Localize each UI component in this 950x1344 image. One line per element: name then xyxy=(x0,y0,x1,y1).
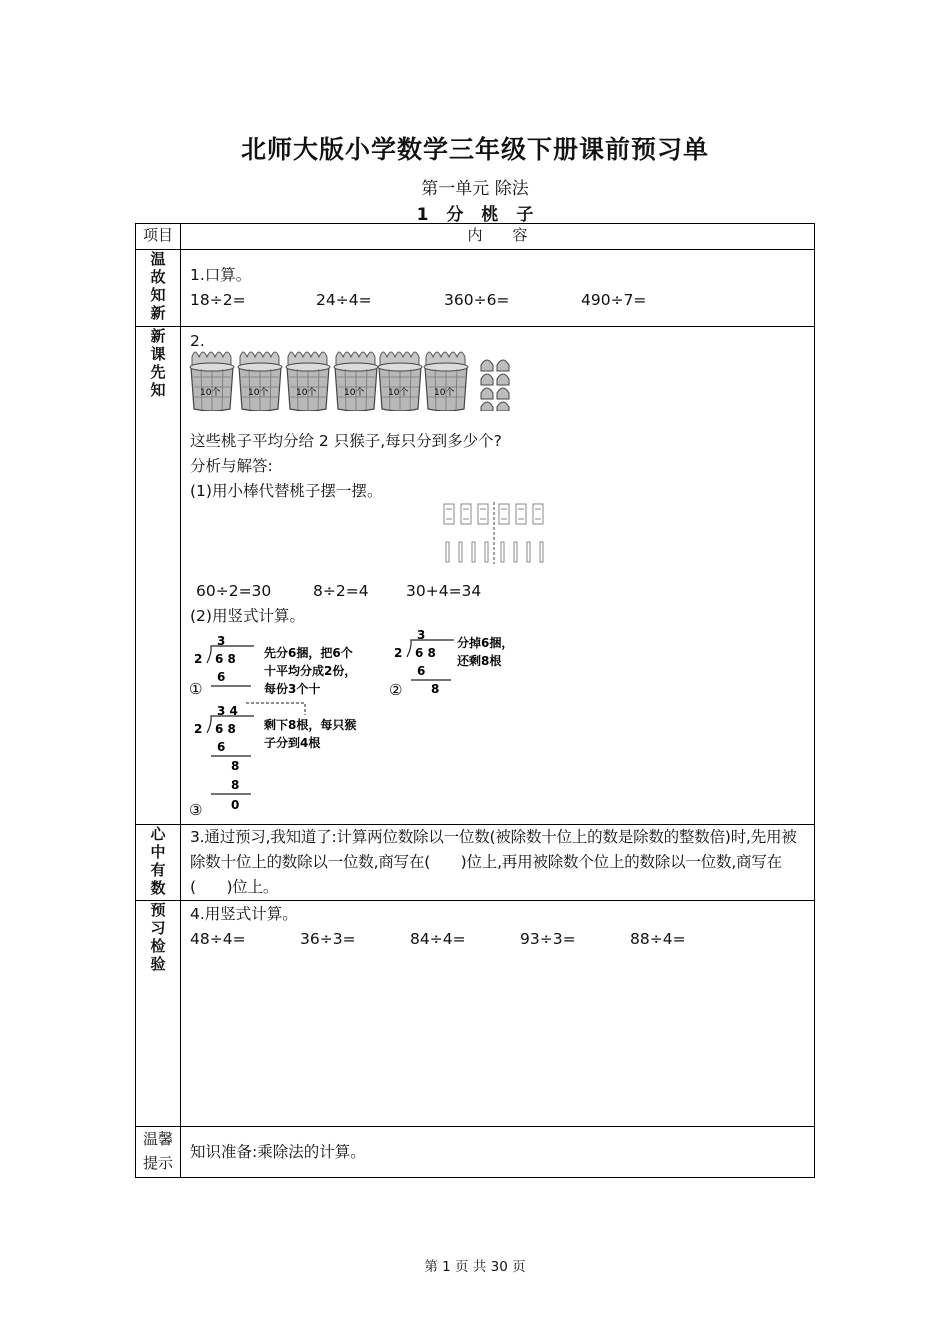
loose-peaches xyxy=(481,360,509,411)
equation: 60÷2=30 xyxy=(196,582,272,600)
svg-text:2: 2 xyxy=(194,722,203,736)
svg-text:6 8: 6 8 xyxy=(215,652,236,666)
question-4-items xyxy=(190,927,814,952)
lesson-char-3: 子 xyxy=(516,205,534,225)
vertical-division-1 xyxy=(181,627,391,702)
stick-bundle xyxy=(478,504,488,524)
stick-bundle xyxy=(461,504,471,524)
svg-text:0: 0 xyxy=(231,798,240,812)
document-title: 北师大版小学数学三年级下册课前预习单 xyxy=(240,135,709,164)
q4-item: 36÷3= xyxy=(300,930,356,948)
step-1-equations xyxy=(196,579,481,604)
section-summary-label: 心中有数 xyxy=(136,825,181,901)
svg-text:2: 2 xyxy=(394,646,403,660)
section-check xyxy=(136,901,815,1127)
svg-text:6: 6 xyxy=(217,670,226,684)
q4-item: 88÷4= xyxy=(630,930,686,948)
svg-text:子分到4根: 子分到4根 xyxy=(264,736,321,750)
stick-bundle xyxy=(444,504,454,524)
stick xyxy=(514,542,517,562)
equation: 30+4=34 xyxy=(406,582,482,600)
tips-text: 知识准备:乘除法的计算。 xyxy=(190,1142,366,1161)
svg-text:10个: 10个 xyxy=(248,388,269,398)
stick xyxy=(485,542,488,562)
svg-text:10个: 10个 xyxy=(388,388,409,398)
svg-text:还剩8根: 还剩8根 xyxy=(457,654,502,668)
svg-text:6: 6 xyxy=(417,664,426,678)
question-4: 4.用竖式计算。 xyxy=(190,905,298,923)
basket xyxy=(378,352,422,411)
svg-text:3: 3 xyxy=(217,634,226,648)
svg-text:8: 8 xyxy=(431,682,440,696)
q1-item: 24÷4= xyxy=(316,291,372,309)
section-tips-label: 温馨提示 xyxy=(136,1127,181,1178)
stick xyxy=(459,542,462,562)
lesson-char-2: 桃 xyxy=(481,205,499,225)
sticks-illustration xyxy=(443,502,553,564)
lesson-title xyxy=(0,200,950,225)
vertical-division-2 xyxy=(381,621,541,701)
section-tips xyxy=(136,1127,815,1178)
basket xyxy=(190,352,234,411)
svg-text:6 8: 6 8 xyxy=(415,646,436,660)
section-check-content xyxy=(181,901,815,1127)
lesson-number: 1 xyxy=(416,205,429,225)
stick xyxy=(527,542,530,562)
q1-item: 18÷2= xyxy=(190,291,246,309)
stick-bundle xyxy=(533,504,543,524)
analysis-label: 分析与解答: xyxy=(190,457,273,475)
question-2-text: 这些桃子平均分给 2 只猴子,每只分到多少个? xyxy=(190,432,502,450)
svg-text:6 8: 6 8 xyxy=(215,722,236,736)
svg-text:③: ③ xyxy=(189,801,203,819)
section-review-label: 温故知新 xyxy=(136,250,181,327)
svg-text:6: 6 xyxy=(217,740,226,754)
svg-text:8: 8 xyxy=(231,778,240,792)
svg-text:3 4: 3 4 xyxy=(217,704,238,718)
header-content-col: 内 容 xyxy=(181,224,815,250)
peach-baskets-illustration xyxy=(189,349,529,411)
question-1: 1.口算。 xyxy=(190,266,252,284)
svg-text:先分6捆，把6个: 先分6捆，把6个 xyxy=(264,646,353,660)
step-2-text: (2)用竖式计算。 xyxy=(190,607,305,625)
q1-item: 360÷6= xyxy=(444,291,510,309)
section-summary-content xyxy=(181,825,815,901)
svg-text:3: 3 xyxy=(417,628,426,642)
q4-item: 84÷4= xyxy=(410,930,466,948)
svg-text:分掉6捆，: 分掉6捆， xyxy=(457,636,514,650)
stick-bundle xyxy=(499,504,509,524)
basket xyxy=(424,352,468,411)
svg-text:剩下8根，每只猴: 剩下8根，每只猴 xyxy=(264,718,357,732)
svg-text:8: 8 xyxy=(231,759,240,773)
stick-bundle xyxy=(516,504,526,524)
page-footer: 第 1 页 共 30 页 xyxy=(424,1259,526,1275)
header-item-col: 项目 xyxy=(136,224,181,250)
equation: 8÷2=4 xyxy=(313,582,369,600)
section-summary xyxy=(136,825,815,901)
section-review-content xyxy=(181,250,815,327)
vertical-division-3 xyxy=(181,697,391,823)
header-row xyxy=(136,224,815,250)
section-check-label: 预习检验 xyxy=(136,901,181,1127)
svg-text:①: ① xyxy=(189,680,203,698)
svg-text:②: ② xyxy=(389,681,403,699)
q1-item: 490÷7= xyxy=(581,291,647,309)
stick xyxy=(472,542,475,562)
summary-text: 3.通过预习,我知道了:计算两位数除以一位数(被除数十位上的数是除数的整数倍)时,先用被除数十位上的数除以一位数,商写在( )位上,再用被除数个位上的数除以一位数,商写在( )位上。 xyxy=(190,828,797,896)
stick xyxy=(446,542,449,562)
basket xyxy=(238,352,282,411)
svg-text:10个: 10个 xyxy=(434,388,455,398)
svg-text:10个: 10个 xyxy=(296,388,317,398)
svg-text:10个: 10个 xyxy=(344,388,365,398)
q4-item: 93÷3= xyxy=(520,930,576,948)
svg-text:每份3个十: 每份3个十 xyxy=(264,682,321,696)
svg-text:2: 2 xyxy=(194,652,203,666)
section-new-lesson-label: 新课先知 xyxy=(136,327,181,825)
stick xyxy=(540,542,543,562)
unit-subtitle: 第一单元 除法 xyxy=(421,179,529,199)
section-new-lesson xyxy=(136,327,815,825)
basket xyxy=(334,352,378,411)
section-tips-content xyxy=(181,1127,815,1178)
svg-text:十平均分成2份，: 十平均分成2份， xyxy=(264,664,357,678)
section-review xyxy=(136,250,815,327)
basket xyxy=(286,352,330,411)
question-1-items xyxy=(190,288,814,313)
svg-text:10个: 10个 xyxy=(200,388,221,398)
section-new-lesson-content xyxy=(181,327,815,825)
stick xyxy=(501,542,504,562)
q4-item: 48÷4= xyxy=(190,930,246,948)
question-2-number: 2. xyxy=(190,332,205,350)
lesson-char-1: 分 xyxy=(446,205,464,225)
step-1-text: (1)用小棒代替桃子摆一摆。 xyxy=(190,482,383,500)
worksheet-table xyxy=(135,223,815,1178)
